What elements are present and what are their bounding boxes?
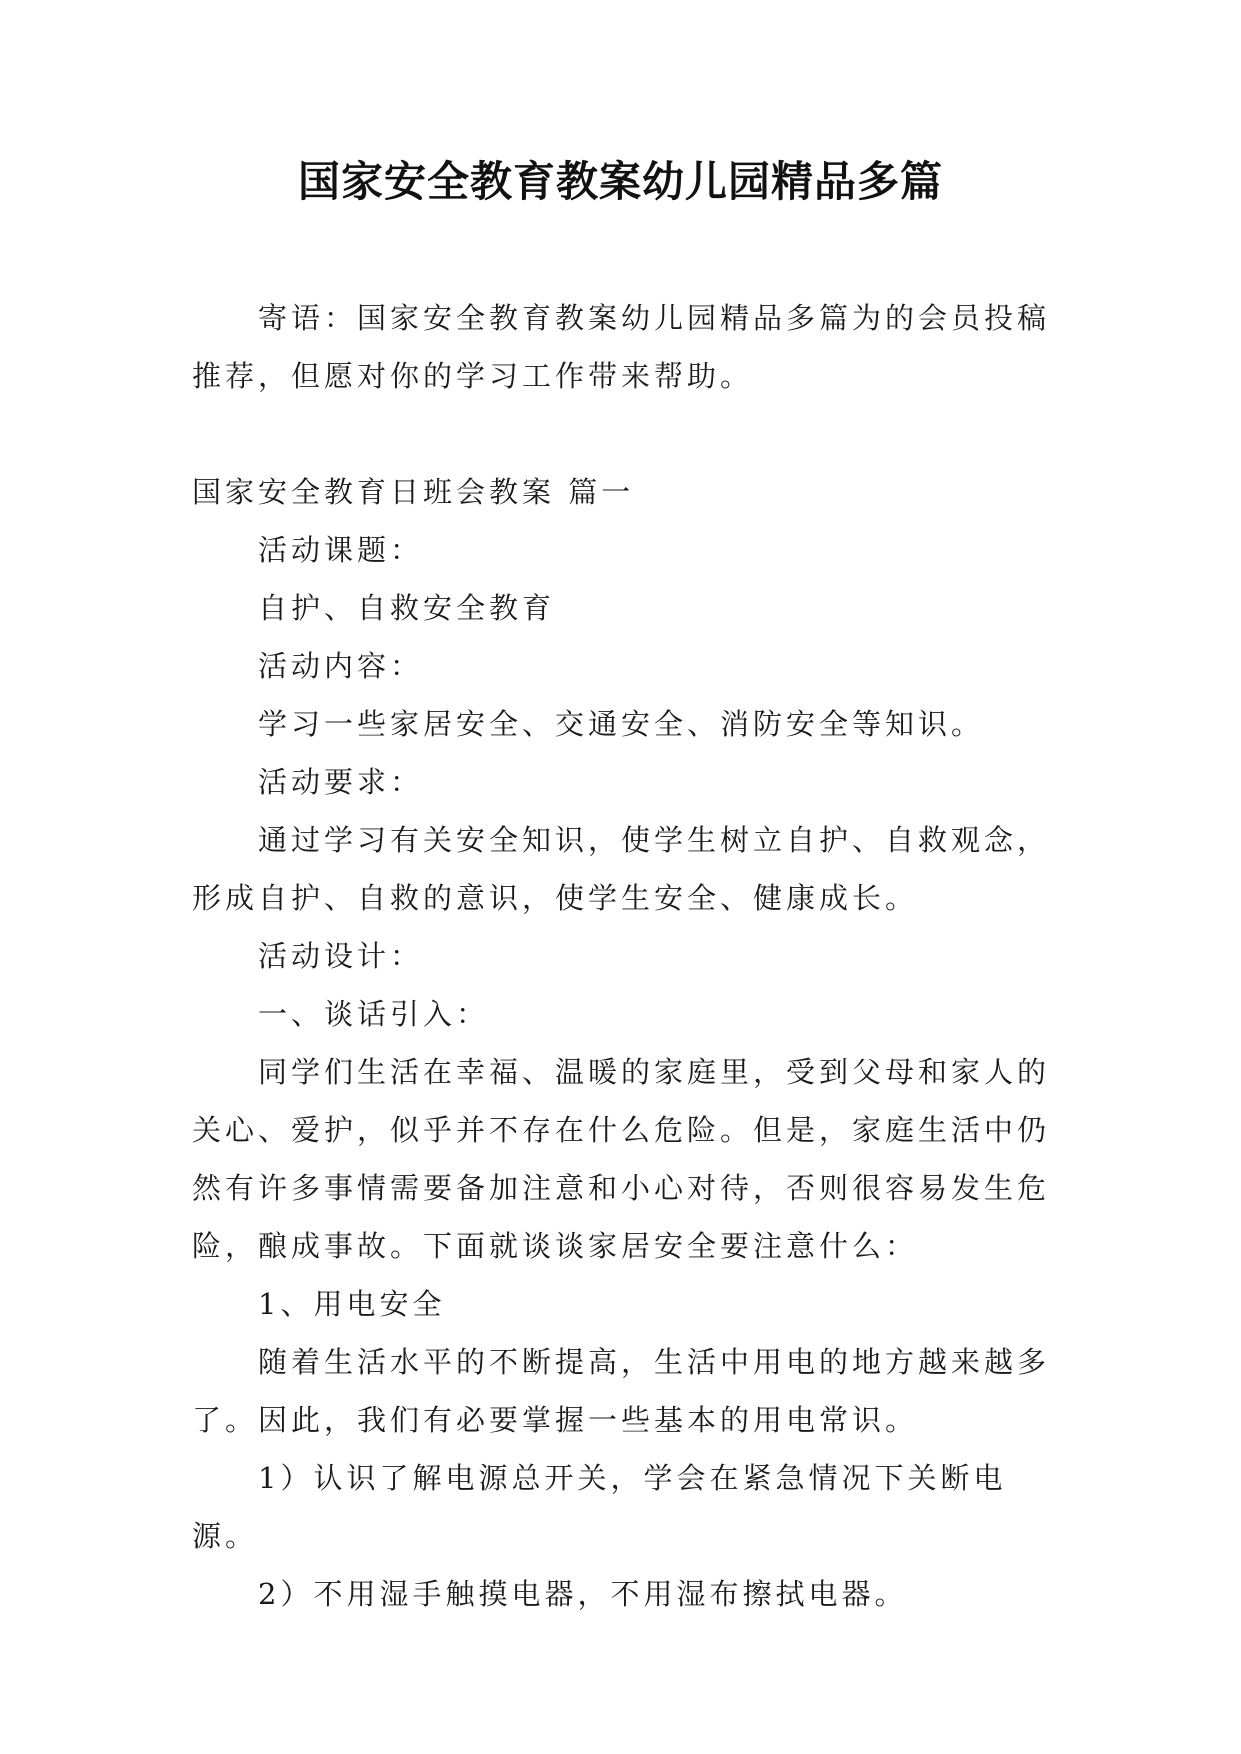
paragraph: 同学们生活在幸福、温暖的家庭里，受到父母和家人的关心、爱护，似乎并不存在什么危险。但是，家庭生活中仍然有许多事情需要备加注意和小心对待，否则很容易发生危险，酿成事故。下面就谈谈家居安全要注意什么：: [192, 1055, 1051, 1263]
paragraph: 随着生活水平的不断提高，生活中用电的地方越来越多了。因此，我们有必要掌握一些基本的用电常识。: [192, 1345, 1051, 1437]
section-heading: 国家安全教育日班会教案 篇一: [192, 475, 635, 509]
document-body: [192, 289, 1068, 1623]
document-title: 国家安全教育教案幼儿园精品多篇: [297, 157, 943, 206]
paragraph: 自护、自救安全教育: [258, 591, 556, 625]
preface-paragraph: 寄语：国家安全教育教案幼儿园精品多篇为的会员投稿推荐，但愿对你的学习工作带来帮助。: [192, 301, 1051, 393]
paragraph: 1）认识了解电源总开关，学会在紧急情况下关断电源。: [192, 1461, 1007, 1553]
paragraph: 通过学习有关安全知识，使学生树立自护、自救观念，形成自护、自救的意识，使学生安全、健康成长。: [192, 823, 1051, 915]
paragraph: 活动课题：: [258, 533, 424, 567]
paragraph: 活动要求：: [258, 765, 424, 799]
paragraph: 活动内容：: [258, 649, 424, 683]
paragraph: 一、谈话引入：: [258, 997, 490, 1031]
paragraph: 学习一些家居安全、交通安全、消防安全等知识。: [258, 707, 985, 741]
paragraph: 2）不用湿手触摸电器，不用湿布擦拭电器。: [258, 1577, 908, 1611]
paragraph: 1、用电安全: [258, 1287, 446, 1321]
paragraph: 活动设计：: [258, 939, 424, 973]
